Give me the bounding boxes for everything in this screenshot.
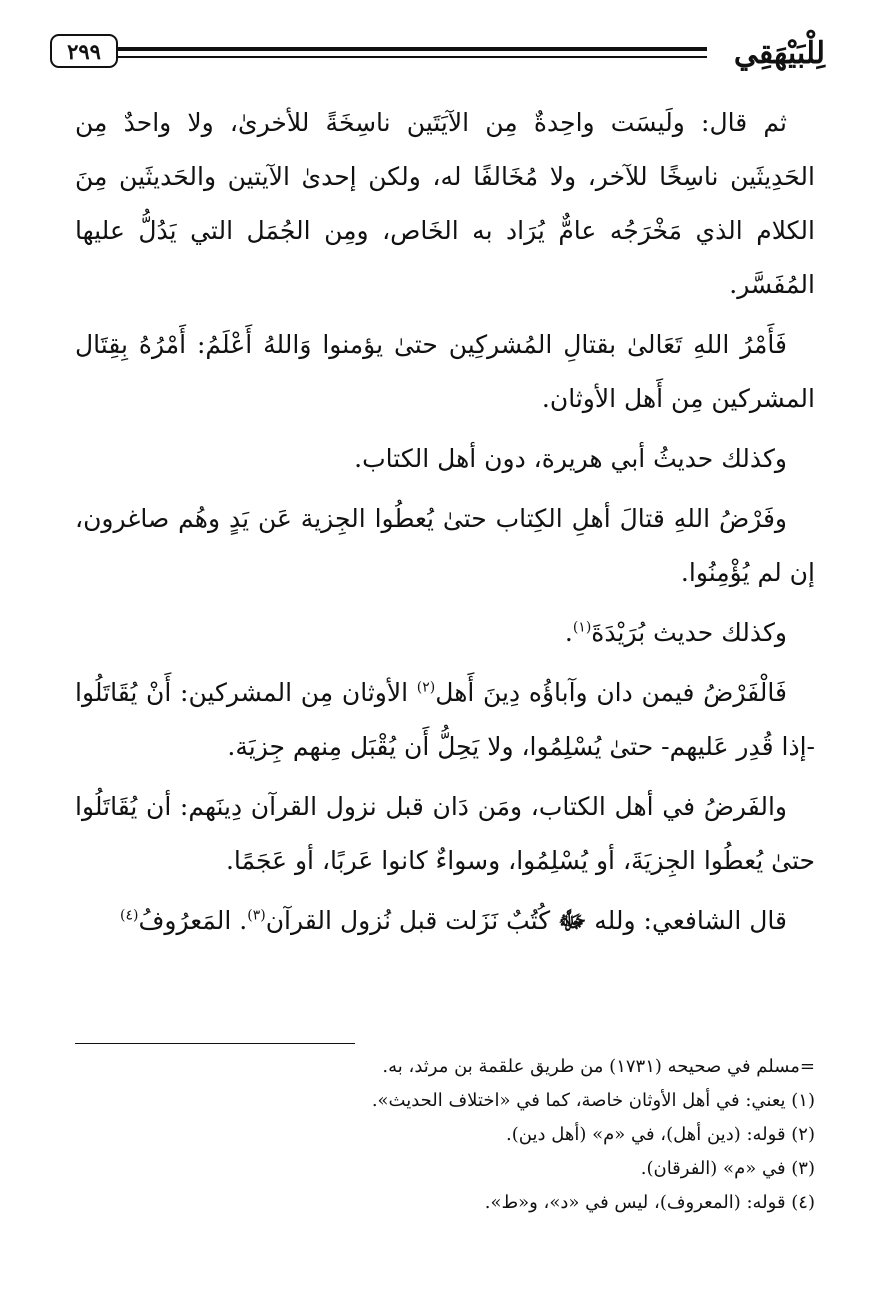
paragraph-6-text-a: فَالْفَرْضُ فيمن دان وآباؤُه دِينَ أَهل	[435, 678, 787, 707]
paragraph-5-text: وكذلك حديث بُرَيْدَةَ	[591, 618, 787, 647]
footnote-ref-4[interactable]: (٤)	[119, 907, 139, 924]
footnote-4: (٤) قوله: (المعروف)، ليس في «د»، و«ط».	[484, 1192, 815, 1213]
footnote-ref-3[interactable]: (٣)	[247, 907, 266, 924]
paragraph-5-end: .	[564, 618, 573, 647]
paragraph-6-text-b: الأوثان مِن المشركين: أَنْ يُقَاتَلُوا -إذا قُدِر عَليهم- حتىٰ يُسْلِمُوا، ولا يَحِلُّ أَن يُقْبَل مِنهم جِزيَة.	[75, 678, 815, 761]
main-text	[75, 96, 815, 954]
paragraph-8-text-c: . المَعرُوفُ	[138, 906, 248, 935]
paragraph-3: وكذلك حديثُ أبي هريرة، دون أهل الكتاب.	[354, 444, 787, 473]
paragraph-5	[75, 606, 815, 660]
paragraph-2: فَأَمْرُ اللهِ تَعَالىٰ بقتالِ المُشركِين حتىٰ يؤمنوا وَاللهُ أَعْلَمُ: أَمْرُهُ بِقِتَال المشركين مِن أَهل الأوثان.	[75, 330, 815, 413]
footnote-continuation: =مسلم في صحيحه (١٧٣١) من طريق علقمة بن مرثد، به.	[382, 1056, 815, 1077]
paragraph-6	[75, 666, 815, 774]
paragraph-1: ثم قال: ولَيسَت واحِدةٌ مِن الآيَتَين ناسِخَةً للأخرىٰ، ولا واحدٌ مِن الحَدِيثَين ناسِخًا للآخر، ولا مُخَالفًا له، ولكن إحدىٰ الآيتين والحَديثَين مِنَ الكلام الذي مَخْرَجُه عامٌّ يُرَاد به الخَاص، ومِن الجُمَل التي يَدُلُّ عليها المُفَسَّر.	[75, 108, 815, 299]
footnote-3: (٣) في «م» (الفرقان).	[640, 1158, 815, 1179]
honorific-glyph: ﷻ	[558, 906, 587, 935]
page-number: ٢٩٩	[50, 34, 118, 68]
paragraph-8	[75, 894, 815, 948]
footnote-1: (١) يعني: في أهل الأوثان خاصة، كما في «اختلاف الحديث».	[371, 1090, 815, 1111]
footnote-ref-1[interactable]: (١)	[572, 619, 592, 636]
footnote-ref-2[interactable]: (٢)	[416, 679, 436, 696]
paragraph-8-text-a: قال الشافعي: ولله	[586, 906, 787, 935]
footnote-2: (٢) قوله: (دين أهل)، في «م» (أهل دين).	[506, 1124, 815, 1145]
header-rule	[116, 47, 707, 58]
running-title: لِلْبَيْهَقِي	[733, 36, 825, 71]
footnotes	[75, 1050, 815, 1220]
paragraph-7: والفَرضُ في أهل الكتاب، ومَن دَان قبل نزول القرآن دِينَهم: أن يُقَاتَلُوا حتىٰ يُعطُوا الجِزيَةَ، أو يُسْلِمُوا، وسواءٌ كانوا عَربًا، أو عَجَمًا.	[75, 792, 815, 875]
footnote-divider	[75, 1043, 355, 1044]
paragraph-4: وفَرْضُ اللهِ قتالَ أهلِ الكِتاب حتىٰ يُعطُوا الجِزية عَن يَدٍ وهُم صاغرون، إن لم يُؤْمِنُوا.	[75, 504, 815, 587]
page-header	[50, 34, 825, 84]
paragraph-8-text-b: كُتُبٌ نَزَلت قبل نُزول القرآن	[265, 906, 559, 935]
